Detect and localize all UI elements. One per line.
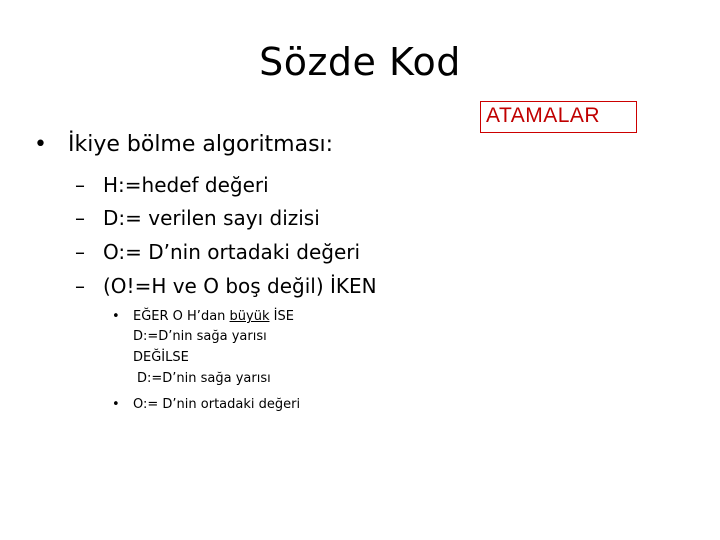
bullet-icon: • (112, 309, 120, 324)
sub-bullet-if (112, 309, 294, 324)
sub-bullet-assign (112, 397, 300, 412)
dash-icon: – (75, 206, 85, 230)
bullet-icon: • (34, 132, 47, 157)
bullet-icon: • (112, 397, 120, 412)
then-line: D:=D’nin sağa yarısı (133, 329, 267, 344)
list-item-text: O:= D’nin ortadaki değeri (103, 240, 361, 264)
slide-title: Sözde Kod (259, 40, 461, 84)
dash-icon: – (75, 274, 85, 298)
list-item (75, 173, 269, 197)
dash-icon: – (75, 173, 85, 197)
assign-text: O:= D’nin ortadaki değeri (133, 397, 301, 412)
if-text-underlined: büyük (229, 309, 270, 324)
if-text-a: EĞER O H’dan (133, 309, 230, 324)
atamalar-box (480, 101, 637, 133)
list-item-text: D:= verilen sayı dizisi (103, 206, 320, 230)
if-text-c: İSE (269, 309, 294, 324)
list-item-text: H:=hedef değeri (103, 173, 269, 197)
main-bullet (34, 132, 333, 157)
else-line: DEĞİLSE (133, 350, 189, 365)
list-item (75, 274, 377, 298)
list-item-text: (O!=H ve O boş değil) İKEN (103, 274, 377, 298)
atamalar-label: ATAMALAR (486, 104, 601, 127)
main-bullet-text: İkiye bölme algoritması: (68, 132, 334, 157)
list-item (75, 240, 360, 264)
dash-icon: – (75, 240, 85, 264)
list-item (75, 206, 320, 230)
else-body-line: D:=D’nin sağa yarısı (137, 371, 271, 386)
